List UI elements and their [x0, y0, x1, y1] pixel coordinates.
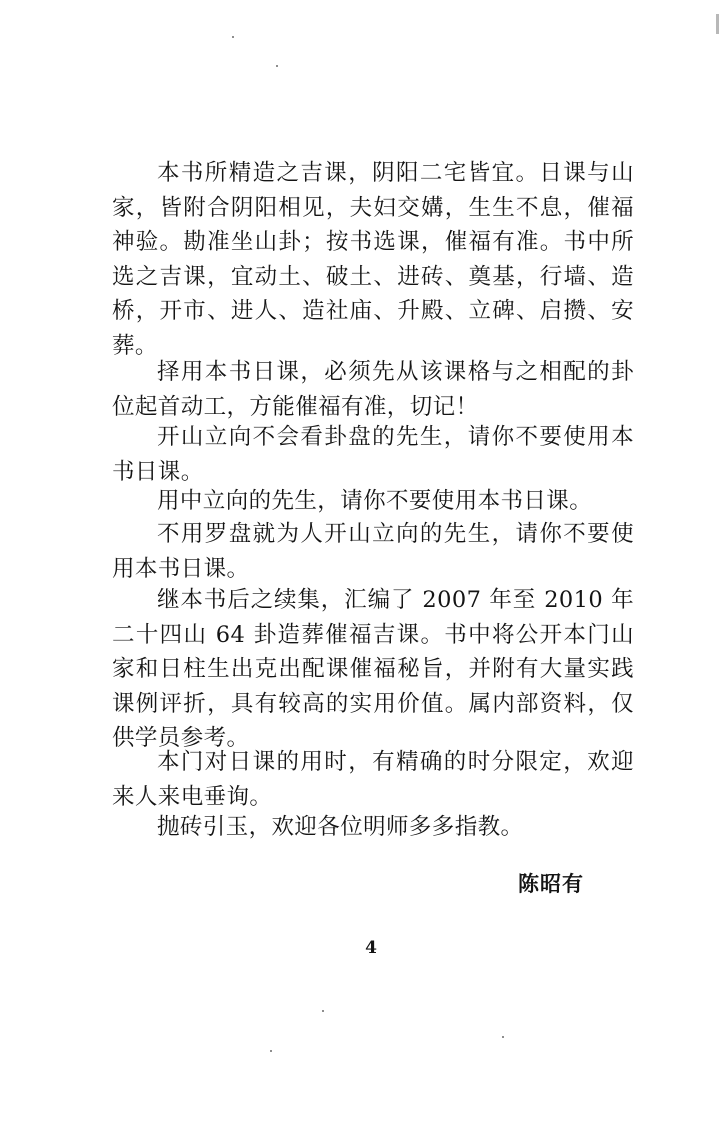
- scan-speck: [270, 1050, 272, 1052]
- paragraph-warning-gua-pan: 开山立向不会看卦盘的先生，请你不要使用本书日课。: [112, 424, 634, 485]
- paragraph-usage-rule: 择用本书日课，必须先从该课格与之相配的卦位起首动工，方能催福有准，切记！: [112, 359, 634, 420]
- scan-speck: [322, 1010, 324, 1012]
- scan-speck: [232, 36, 234, 38]
- author-signature: 陈昭有: [518, 871, 584, 896]
- paragraph-warning-luopan: 不用罗盘就为人开山立向的先生，请你不要使用本书日课。: [112, 521, 634, 582]
- paragraph-timing: 本门对日课的用时，有精确的时分限定，欢迎来人来电垂询。: [112, 749, 634, 810]
- scan-speck: [276, 65, 278, 67]
- paragraph-warning-zhong-li: 用中立向的先生，请你不要使用本书日课。: [157, 488, 593, 514]
- scan-speck: [502, 1036, 504, 1038]
- paragraph-sequel: 继本书后之续集，汇编了 2007 年至 2010 年二十四山 64 卦造葬催福吉课。书中将公开本门山家和日柱生出克出配课催福秘旨，并附有大量实践课例评折，具有较高的实用价值。属内部资料，仅供学员参考。: [112, 587, 634, 751]
- page-number: 4: [365, 938, 377, 958]
- paragraph-intro: 本书所精造之吉课，阴阳二宅皆宜。日课与山家，皆附合阴阳相见，夫妇交媾，生生不息，催福神验。勘准坐山卦；按书选课，催福有准。书中所选之吉课，宜动土、破土、进砖、奠基，行墙、造桥，开市、进人、造社庙、升殿、立碑、启攒、安葬。: [112, 160, 634, 359]
- paragraph-closing: 抛砖引玉，欢迎各位明师多多指教。: [157, 814, 524, 840]
